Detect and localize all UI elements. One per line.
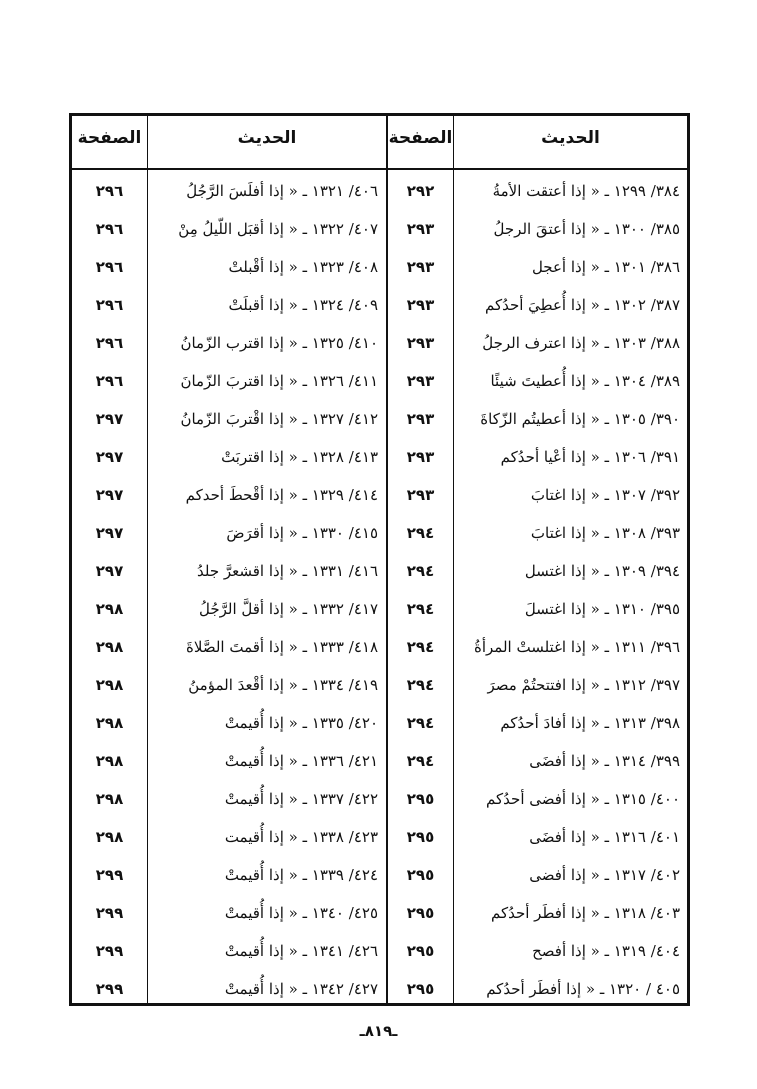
table-row [72, 476, 687, 514]
left-hadith-entry: ٤١٧/ ١٣٣٢ ـ « إذا أقلَّ الرَّجُلُ [198, 600, 378, 618]
right-page-number: ٢٩٣ [406, 410, 435, 428]
left-page-number: ٢٩٩ [95, 942, 124, 960]
right-page-number: ٢٩٣ [406, 334, 435, 352]
table-row [72, 704, 687, 742]
right-page-number: ٢٩٢ [406, 182, 435, 200]
right-hadith-entry: ٣٩٨/ ١٣١٣ ـ « إذا أفادَ أحدُكم [500, 714, 680, 732]
right-page-number: ٢٩٤ [406, 752, 435, 770]
table-row [72, 970, 687, 1008]
left-hadith-entry: ٤٢٥/ ١٣٤٠ ـ « إذا أُقيمتْ [224, 904, 378, 922]
left-page-number: ٢٩٨ [95, 714, 124, 732]
table-row [72, 248, 687, 286]
left-page-number: ٢٩٦ [95, 372, 124, 390]
left-hadith-entry: ٤١٥/ ١٣٣٠ ـ « إذا أقرَضَ [226, 524, 378, 542]
right-page-number: ٢٩٥ [406, 790, 435, 808]
table-row [72, 742, 687, 780]
left-hadith-entry: ٤٢٦/ ١٣٤١ ـ « إذا أُقيمتْ [224, 942, 378, 960]
table-row [72, 514, 687, 552]
left-page-number: ٢٩٧ [95, 486, 124, 504]
right-hadith-entry: ٣٩٦/ ١٣١١ ـ « إذا اغتلستْ المرأةُ [474, 638, 680, 656]
left-hadith-entry: ٤٠٦/ ١٣٢١ ـ « إذا أفلَسَ الرَّجُلُ [186, 182, 378, 200]
left-page-number: ٢٩٦ [95, 258, 124, 276]
right-page-number: ٢٩٥ [406, 866, 435, 884]
left-hadith-entry: ٤١١/ ١٣٢٦ ـ « إذا اقتربَ الزّمانَ [180, 372, 378, 390]
left-hadith-entry: ٤١٨/ ١٣٣٣ ـ « إذا أقمتَ الصَّلاةَ [186, 638, 378, 656]
right-hadith-entry: ٣٩١/ ١٣٠٦ ـ « إذا أعْيا أحدُكم [500, 448, 680, 466]
left-page-number: ٢٩٨ [95, 828, 124, 846]
right-hadith-entry: ٤٠٣/ ١٣١٨ ـ « إذا أفطَر أحدُكم [490, 904, 680, 922]
table-row [72, 286, 687, 324]
table-row [72, 324, 687, 362]
right-hadith-entry: ٤٠٢/ ١٣١٧ ـ « إذا أفضى [529, 866, 680, 884]
table-row [72, 552, 687, 590]
right-hadith-entry: ٣٩٥/ ١٣١٠ ـ « إذا اغتسلَ [524, 600, 680, 618]
left-page-number: ٢٩٧ [95, 410, 124, 428]
right-hadith-entry: ٣٩٢/ ١٣٠٧ ـ « إذا اغتابَ [530, 486, 680, 504]
right-page-number: ٢٩٤ [406, 562, 435, 580]
left-page-number: ٢٩٧ [95, 562, 124, 580]
left-page-number: ٢٩٦ [95, 296, 124, 314]
table-row [72, 780, 687, 818]
right-page-number: ٢٩٤ [406, 600, 435, 618]
right-hadith-entry: ٣٩٣/ ١٣٠٨ ـ « إذا اغتابَ [530, 524, 680, 542]
header-divider [72, 168, 687, 170]
right-hadith-entry: ٣٨٩/ ١٣٠٤ ـ « إذا أُعطيتَ شيئًا [490, 372, 680, 390]
left-page-number: ٢٩٩ [95, 904, 124, 922]
left-hadith-entry: ٤٢١/ ١٣٣٦ ـ « إذا أُقيمتْ [224, 752, 378, 770]
right-page-number: ٢٩٥ [406, 828, 435, 846]
right-page-number: ٢٩٣ [406, 296, 435, 314]
right-page-number: ٢٩٥ [406, 980, 435, 998]
left-page-number: ٢٩٩ [95, 866, 124, 884]
left-hadith-entry: ٤٢٣/ ١٣٣٨ ـ « إذا أُقيمت [224, 828, 378, 846]
left-page-number: ٢٩٦ [95, 334, 124, 352]
left-hadith-entry: ٤١٣/ ١٣٢٨ ـ « إذا اقتربَتْ [221, 448, 378, 466]
table-row [72, 818, 687, 856]
header-page-left: الصفحة [77, 128, 142, 148]
right-hadith-entry: ٣٩٠/ ١٣٠٥ ـ « إذا أعطيتُم الزّكاةَ [480, 410, 680, 428]
right-hadith-entry: ٤٠٠/ ١٣١٥ ـ « إذا أفضى أحدُكم [486, 790, 680, 808]
table-row [72, 590, 687, 628]
left-hadith-entry: ٤٠٨/ ١٣٢٣ ـ « إذا أقْبلتْ [228, 258, 378, 276]
right-page-number: ٢٩٤ [406, 676, 435, 694]
table-row [72, 362, 687, 400]
left-hadith-entry: ٤١٤/ ١٣٢٩ ـ « إذا أقْحطَ أحدكم [185, 486, 378, 504]
left-hadith-entry: ٤٢٠/ ١٣٣٥ ـ « إذا أُقيمتْ [224, 714, 378, 732]
left-hadith-entry: ٤١٠/ ١٣٢٥ ـ « إذا اقترب الزّمانُ [180, 334, 378, 352]
right-hadith-entry: ٣٨٥/ ١٣٠٠ ـ « إذا أعتقَ الرجلُ [493, 220, 680, 238]
table-row [72, 932, 687, 970]
table-row [72, 856, 687, 894]
left-hadith-entry: ٤٠٩/ ١٣٢٤ ـ « إذا أقبلَتْ [228, 296, 378, 314]
left-page-number: ٢٩٦ [95, 220, 124, 238]
left-page-number: ٢٩٧ [95, 448, 124, 466]
header-page-right: الصفحة [388, 128, 453, 148]
right-hadith-entry: ٣٨٧/ ١٣٠٢ ـ « إذا أُعطِيَ أحدُكم [484, 296, 680, 314]
right-hadith-entry: ٤٠١/ ١٣١٦ ـ « إذا أفضَى [529, 828, 680, 846]
right-page-number: ٢٩٤ [406, 638, 435, 656]
left-hadith-entry: ٤٢٢/ ١٣٣٧ ـ « إذا أُقيمتْ [224, 790, 378, 808]
left-page-number: ٢٩٨ [95, 752, 124, 770]
page-number: ـ٨١٩ـ [359, 1022, 398, 1040]
left-hadith-entry: ٤٢٧/ ١٣٤٢ ـ « إذا أُقيمتْ [224, 980, 378, 998]
left-page-number: ٢٩٧ [95, 524, 124, 542]
table-row [72, 210, 687, 248]
left-page-number: ٢٩٨ [95, 676, 124, 694]
table-row [72, 894, 687, 932]
left-page-number: ٢٩٦ [95, 182, 124, 200]
right-hadith-entry: ٣٨٦/ ١٣٠١ ـ « إذا أعجل [531, 258, 680, 276]
right-page-number: ٢٩٣ [406, 258, 435, 276]
right-hadith-entry: ٣٨٨/ ١٣٠٣ ـ « إذا اعترف الرجلُ [482, 334, 680, 352]
left-page-number: ٢٩٩ [95, 980, 124, 998]
right-page-number: ٢٩٣ [406, 372, 435, 390]
right-page-number: ٢٩٤ [406, 524, 435, 542]
left-hadith-entry: ٤١٢/ ١٣٢٧ ـ « إذا اقْتربَ الزّمانُ [180, 410, 378, 428]
right-hadith-entry: ٣٨٤/ ١٢٩٩ ـ « إذا أعتقت الأمةُ [492, 182, 680, 200]
index-table [69, 113, 690, 1006]
header-hadith-right: الحديث [541, 128, 600, 148]
right-hadith-entry: ٤٠٤/ ١٣١٩ ـ « إذا أفصح [532, 942, 680, 960]
left-page-number: ٢٩٨ [95, 638, 124, 656]
right-hadith-entry: ٣٩٧/ ١٣١٢ ـ « إذا افتتحتُمْ مصرَ [487, 676, 680, 694]
right-page-number: ٢٩٣ [406, 486, 435, 504]
right-hadith-entry: ٣٩٩/ ١٣١٤ ـ « إذا أفضَى [529, 752, 680, 770]
right-page-number: ٢٩٥ [406, 942, 435, 960]
right-page-number: ٢٩٥ [406, 904, 435, 922]
right-hadith-entry: ٣٩٤/ ١٣٠٩ ـ « إذا اغتسل [524, 562, 680, 580]
left-page-number: ٢٩٨ [95, 600, 124, 618]
right-page-number: ٢٩٤ [406, 714, 435, 732]
right-hadith-entry: ٤٠٥ / ١٣٢٠ ـ « إذا أفطَر أحدُكم [486, 980, 680, 998]
left-hadith-entry: ٤٢٤/ ١٣٣٩ ـ « إذا أُقيمتْ [224, 866, 378, 884]
table-row [72, 628, 687, 666]
header-hadith-left: الحديث [237, 128, 297, 148]
right-page-number: ٢٩٣ [406, 220, 435, 238]
left-hadith-entry: ٤١٩/ ١٣٣٤ ـ « إذا أقْعدَ المؤمنُ [188, 676, 378, 694]
table-row [72, 666, 687, 704]
left-hadith-entry: ٤٠٧/ ١٣٢٢ ـ « إذا أقبَل اللّيلُ مِنْ [178, 220, 378, 238]
left-hadith-entry: ٤١٦/ ١٣٣١ ـ « إذا اقشعرَّ جلدُ [196, 562, 378, 580]
table-row [72, 172, 687, 210]
left-page-number: ٢٩٨ [95, 790, 124, 808]
table-row [72, 438, 687, 476]
table-row [72, 400, 687, 438]
right-page-number: ٢٩٣ [406, 448, 435, 466]
